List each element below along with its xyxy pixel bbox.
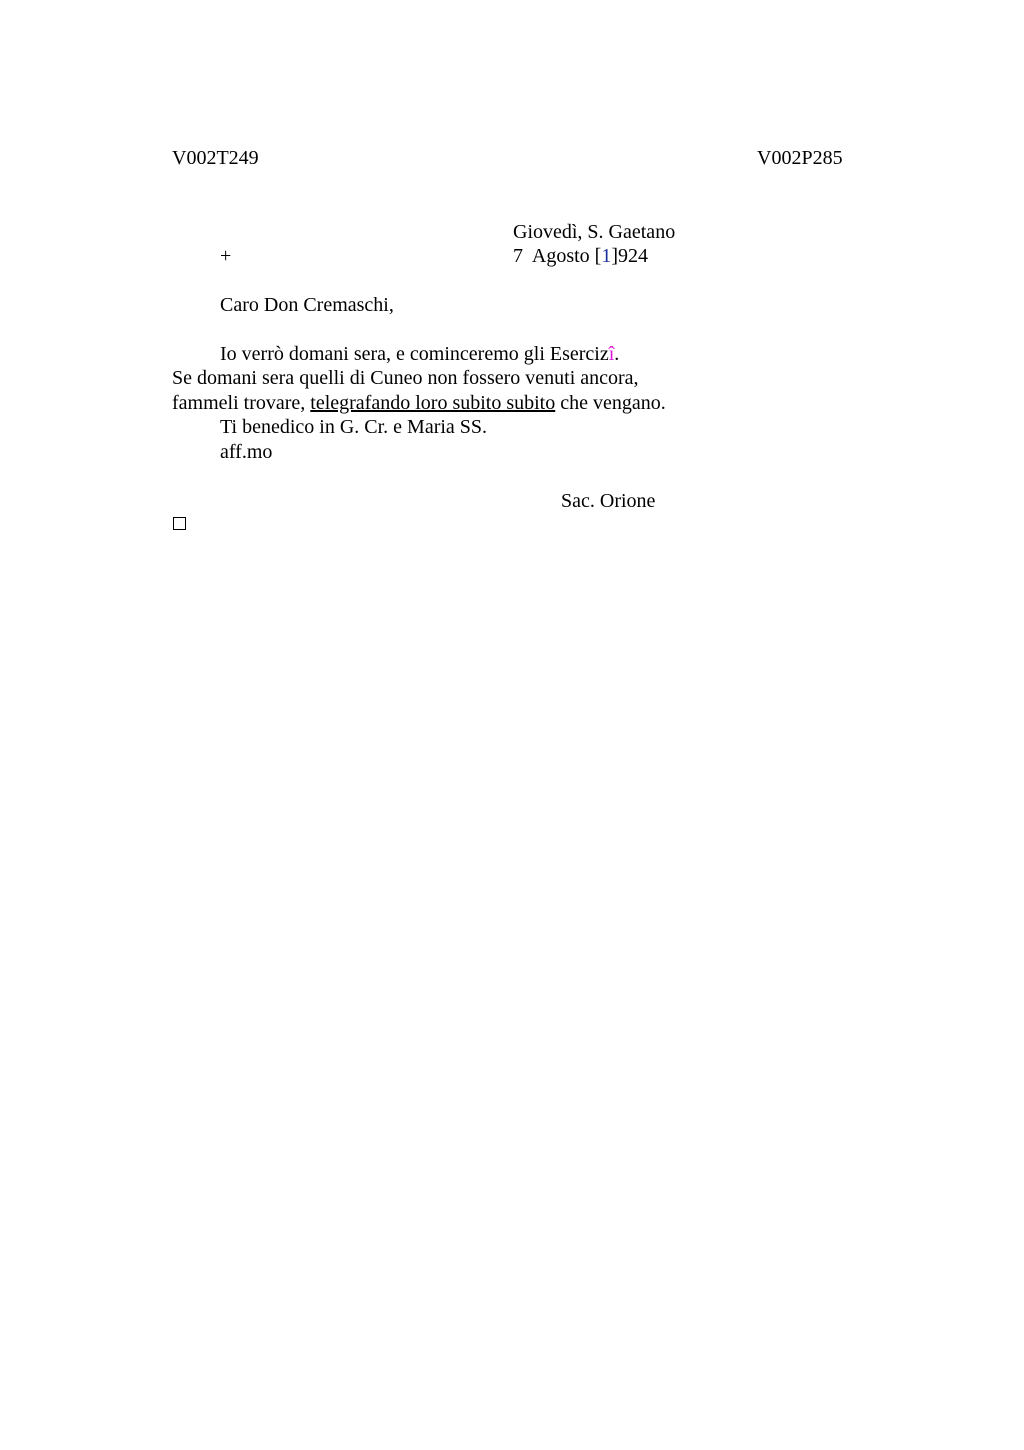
body-line-3 xyxy=(172,391,666,415)
empty-square-icon xyxy=(173,517,186,530)
body-line-3-start: fammeli trovare, xyxy=(172,392,311,414)
body-line-2: Se domani sera quelli di Cuneo non fossero venuti ancora, xyxy=(172,367,639,389)
underlined-phrase: telegrafando loro subito subito xyxy=(310,392,556,414)
body-line-3-end: che vengano. xyxy=(555,392,666,414)
salutation: Caro Don Cremaschi, xyxy=(220,294,394,316)
header-left-code: V002T249 xyxy=(172,147,259,169)
dateline-line2 xyxy=(513,244,648,268)
date-day-month: 7 Agosto [ xyxy=(513,245,602,267)
body-line-4: Ti benedico in G. Cr. e Maria SS. xyxy=(220,416,488,438)
body-line-1 xyxy=(220,342,619,366)
body-line-1-text: Io verrò domani sera, e cominceremo gli Eserciz xyxy=(220,343,609,365)
dateline-line1: Giovedì, S. Gaetano xyxy=(513,221,676,243)
signature: Sac. Orione xyxy=(561,490,656,512)
editorial-accent: î xyxy=(608,343,615,365)
date-editorial-digit: 1 xyxy=(601,245,612,267)
header-right-code: V002P285 xyxy=(757,147,843,169)
date-year-rest: ]924 xyxy=(611,245,649,267)
body-line-5: aff.mo xyxy=(220,441,273,463)
cross-mark: + xyxy=(220,245,232,267)
body-line-1-end: . xyxy=(614,343,620,365)
